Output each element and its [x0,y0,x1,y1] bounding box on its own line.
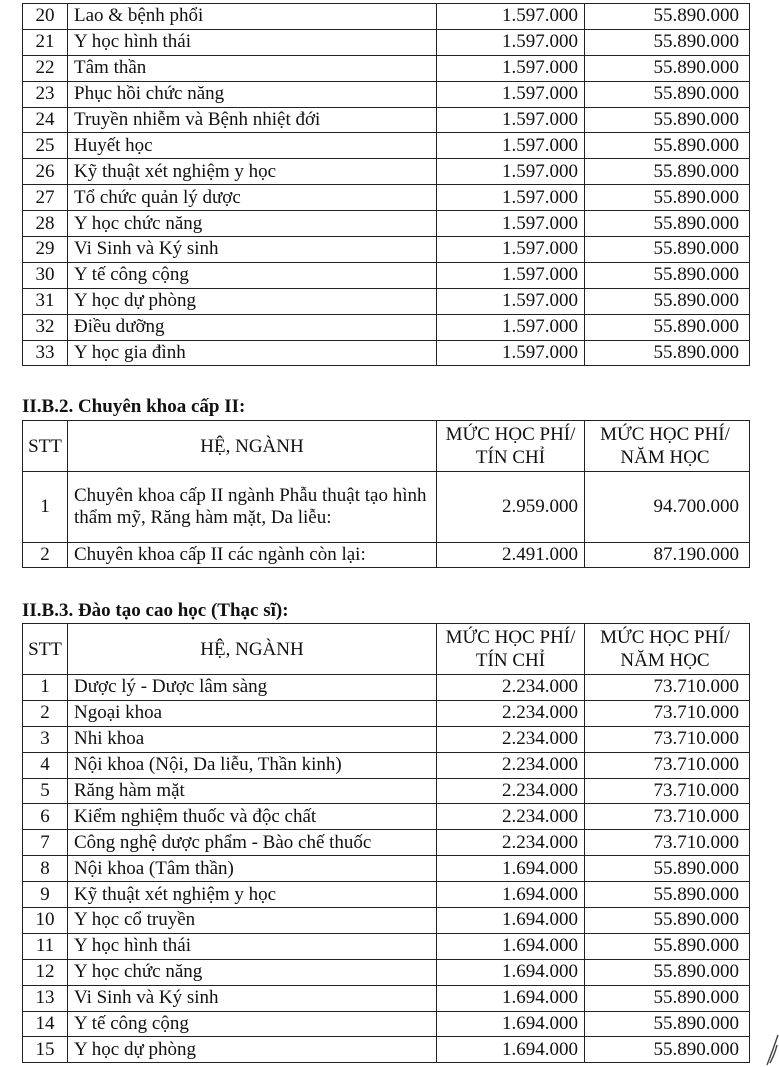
row-fee-per-credit: 1.597.000 [437,159,585,185]
row-stt: 14 [23,1011,68,1037]
row-fee-per-year: 55.890.000 [585,4,750,30]
row-program-name: Huyết học [68,133,437,159]
row-stt: 7 [23,830,68,856]
row-program-name: Y học hình thái [68,29,437,55]
table-row [23,237,750,263]
table-header-row [23,421,750,472]
row-program-name: Chuyên khoa cấp II ngành Phẫu thuật tạo hình thẩm mỹ, Răng hàm mặt, Da liễu: [68,472,437,543]
row-stt: 15 [23,1037,68,1063]
row-program-name: Kiểm nghiệm thuốc và độc chất [68,804,437,830]
header-program: HỆ, NGÀNH [68,421,437,472]
row-fee-per-year: 73.710.000 [585,830,750,856]
table-row [23,29,750,55]
row-program-name: Lao & bệnh phổi [68,4,437,30]
table-row [23,543,750,568]
row-fee-per-year: 55.890.000 [585,185,750,211]
table-row [23,882,750,908]
table-row [23,159,750,185]
row-fee-per-credit: 1.597.000 [437,29,585,55]
table1-body [23,4,750,366]
row-program-name: Dược lý - Dược lâm sàng [68,675,437,701]
table-row [23,340,750,366]
row-program-name: Y học gia đình [68,340,437,366]
row-stt: 1 [23,675,68,701]
header-fee-per-credit: MỨC HỌC PHÍ/ TÍN CHỈ [437,421,585,472]
table-row [23,856,750,882]
row-program-name: Nội khoa (Nội, Da liễu, Thần kinh) [68,752,437,778]
row-fee-per-year: 87.190.000 [585,543,750,568]
specialist-level-2-table [22,420,750,568]
table-row [23,778,750,804]
row-stt: 12 [23,959,68,985]
row-fee-per-year: 73.710.000 [585,804,750,830]
row-fee-per-credit: 1.597.000 [437,55,585,81]
header-fee-per-credit: MỨC HỌC PHÍ/ TÍN CHỈ [437,624,585,675]
header-stt: STT [23,624,68,675]
row-fee-per-credit: 1.597.000 [437,133,585,159]
row-stt: 30 [23,262,68,288]
row-fee-per-credit: 2.491.000 [437,543,585,568]
table-row [23,107,750,133]
row-fee-per-year: 94.700.000 [585,472,750,543]
row-fee-per-credit: 1.694.000 [437,908,585,934]
row-stt: 10 [23,908,68,934]
row-program-name: Kỹ thuật xét nghiệm y học [68,882,437,908]
table-row [23,675,750,701]
row-fee-per-credit: 2.234.000 [437,830,585,856]
row-fee-per-credit: 1.597.000 [437,4,585,30]
table-row [23,933,750,959]
row-stt: 6 [23,804,68,830]
row-fee-per-year: 55.890.000 [585,55,750,81]
table2-body [23,472,750,568]
row-fee-per-year: 55.890.000 [585,933,750,959]
row-fee-per-credit: 2.959.000 [437,472,585,543]
row-fee-per-credit: 1.597.000 [437,262,585,288]
row-program-name: Y học dự phòng [68,1037,437,1063]
row-stt: 1 [23,472,68,543]
row-program-name: Tâm thần [68,55,437,81]
table-row [23,133,750,159]
row-fee-per-credit: 2.234.000 [437,752,585,778]
table-row [23,1011,750,1037]
row-program-name: Chuyên khoa cấp II các ngành còn lại: [68,543,437,568]
header-fee-per-year: MỨC HỌC PHÍ/ NĂM HỌC [585,624,750,675]
fee-table-continued [22,3,750,366]
row-stt: 20 [23,4,68,30]
table-row [23,700,750,726]
row-fee-per-year: 73.710.000 [585,778,750,804]
row-fee-per-year: 55.890.000 [585,314,750,340]
row-program-name: Nội khoa (Tâm thần) [68,856,437,882]
masters-table [22,623,750,1063]
row-fee-per-credit: 1.597.000 [437,237,585,263]
row-fee-per-year: 55.890.000 [585,211,750,237]
row-program-name: Y học chức năng [68,211,437,237]
section-heading-specialist-level-2: II.B.2. Chuyên khoa cấp II: [22,396,246,417]
row-program-name: Y tế công cộng [68,262,437,288]
row-program-name: Y học hình thái [68,933,437,959]
row-program-name: Y học chức năng [68,959,437,985]
row-fee-per-year: 55.890.000 [585,908,750,934]
table-row [23,55,750,81]
row-stt: 11 [23,933,68,959]
header-program: HỆ, NGÀNH [68,624,437,675]
row-program-name: Điều dưỡng [68,314,437,340]
row-stt: 21 [23,29,68,55]
row-stt: 8 [23,856,68,882]
row-fee-per-year: 55.890.000 [585,262,750,288]
row-stt: 2 [23,543,68,568]
table-row [23,959,750,985]
row-fee-per-year: 55.890.000 [585,985,750,1011]
row-fee-per-credit: 2.234.000 [437,675,585,701]
row-fee-per-credit: 1.694.000 [437,1011,585,1037]
row-fee-per-year: 55.890.000 [585,340,750,366]
row-fee-per-year: 55.890.000 [585,159,750,185]
row-fee-per-credit: 1.597.000 [437,81,585,107]
row-stt: 28 [23,211,68,237]
row-fee-per-year: 73.710.000 [585,752,750,778]
row-stt: 13 [23,985,68,1011]
row-fee-per-credit: 1.597.000 [437,314,585,340]
row-stt: 22 [23,55,68,81]
table-row [23,4,750,30]
row-fee-per-credit: 2.234.000 [437,726,585,752]
header-stt: STT [23,421,68,472]
row-fee-per-year: 55.890.000 [585,882,750,908]
table-row [23,908,750,934]
table3-body [23,675,750,1063]
table-row [23,211,750,237]
row-stt: 9 [23,882,68,908]
row-fee-per-year: 55.890.000 [585,81,750,107]
row-fee-per-credit: 1.694.000 [437,985,585,1011]
table-row [23,185,750,211]
row-program-name: Phục hồi chức năng [68,81,437,107]
table-row [23,985,750,1011]
table-row [23,288,750,314]
row-fee-per-year: 73.710.000 [585,675,750,701]
table-header-row [23,624,750,675]
row-fee-per-credit: 1.597.000 [437,211,585,237]
row-stt: 2 [23,700,68,726]
row-fee-per-year: 55.890.000 [585,1037,750,1063]
signature-mark-icon [765,1033,779,1067]
row-fee-per-year: 55.890.000 [585,959,750,985]
row-fee-per-year: 55.890.000 [585,856,750,882]
row-fee-per-credit: 1.597.000 [437,185,585,211]
row-program-name: Y học dự phòng [68,288,437,314]
table-row [23,726,750,752]
row-stt: 26 [23,159,68,185]
row-stt: 31 [23,288,68,314]
row-stt: 23 [23,81,68,107]
row-stt: 27 [23,185,68,211]
row-fee-per-year: 55.890.000 [585,133,750,159]
row-stt: 5 [23,778,68,804]
table-row [23,1037,750,1063]
row-program-name: Công nghệ dược phẩm - Bào chế thuốc [68,830,437,856]
row-fee-per-year: 55.890.000 [585,107,750,133]
row-fee-per-credit: 1.694.000 [437,856,585,882]
header-fee-per-year: MỨC HỌC PHÍ/ NĂM HỌC [585,421,750,472]
row-stt: 24 [23,107,68,133]
table-row [23,804,750,830]
row-fee-per-credit: 2.234.000 [437,804,585,830]
row-program-name: Truyền nhiễm và Bệnh nhiệt đới [68,107,437,133]
row-fee-per-credit: 1.597.000 [437,107,585,133]
row-program-name: Răng hàm mặt [68,778,437,804]
row-stt: 32 [23,314,68,340]
row-fee-per-year: 55.890.000 [585,288,750,314]
row-fee-per-credit: 1.694.000 [437,1037,585,1063]
table-row [23,314,750,340]
row-fee-per-year: 55.890.000 [585,1011,750,1037]
table-row [23,752,750,778]
row-stt: 25 [23,133,68,159]
row-program-name: Vi Sinh và Ký sinh [68,985,437,1011]
row-program-name: Ngoại khoa [68,700,437,726]
row-stt: 4 [23,752,68,778]
row-stt: 33 [23,340,68,366]
row-fee-per-credit: 2.234.000 [437,778,585,804]
table-row [23,830,750,856]
row-program-name: Y học cổ truyền [68,908,437,934]
row-fee-per-year: 55.890.000 [585,29,750,55]
row-program-name: Vi Sinh và Ký sinh [68,237,437,263]
row-program-name: Kỹ thuật xét nghiệm y học [68,159,437,185]
row-fee-per-credit: 1.597.000 [437,340,585,366]
section-heading-masters: II.B.3. Đào tạo cao học (Thạc sĩ): [22,600,289,621]
row-program-name: Tổ chức quản lý dược [68,185,437,211]
row-fee-per-year: 55.890.000 [585,237,750,263]
row-fee-per-credit: 1.694.000 [437,959,585,985]
table-row [23,262,750,288]
row-fee-per-year: 73.710.000 [585,726,750,752]
row-program-name: Y tế công cộng [68,1011,437,1037]
row-fee-per-credit: 1.694.000 [437,882,585,908]
table-row [23,81,750,107]
row-fee-per-credit: 1.694.000 [437,933,585,959]
row-fee-per-credit: 1.597.000 [437,288,585,314]
row-program-name: Nhi khoa [68,726,437,752]
row-stt: 3 [23,726,68,752]
row-stt: 29 [23,237,68,263]
table-row [23,472,750,543]
row-fee-per-year: 73.710.000 [585,700,750,726]
row-fee-per-credit: 2.234.000 [437,700,585,726]
